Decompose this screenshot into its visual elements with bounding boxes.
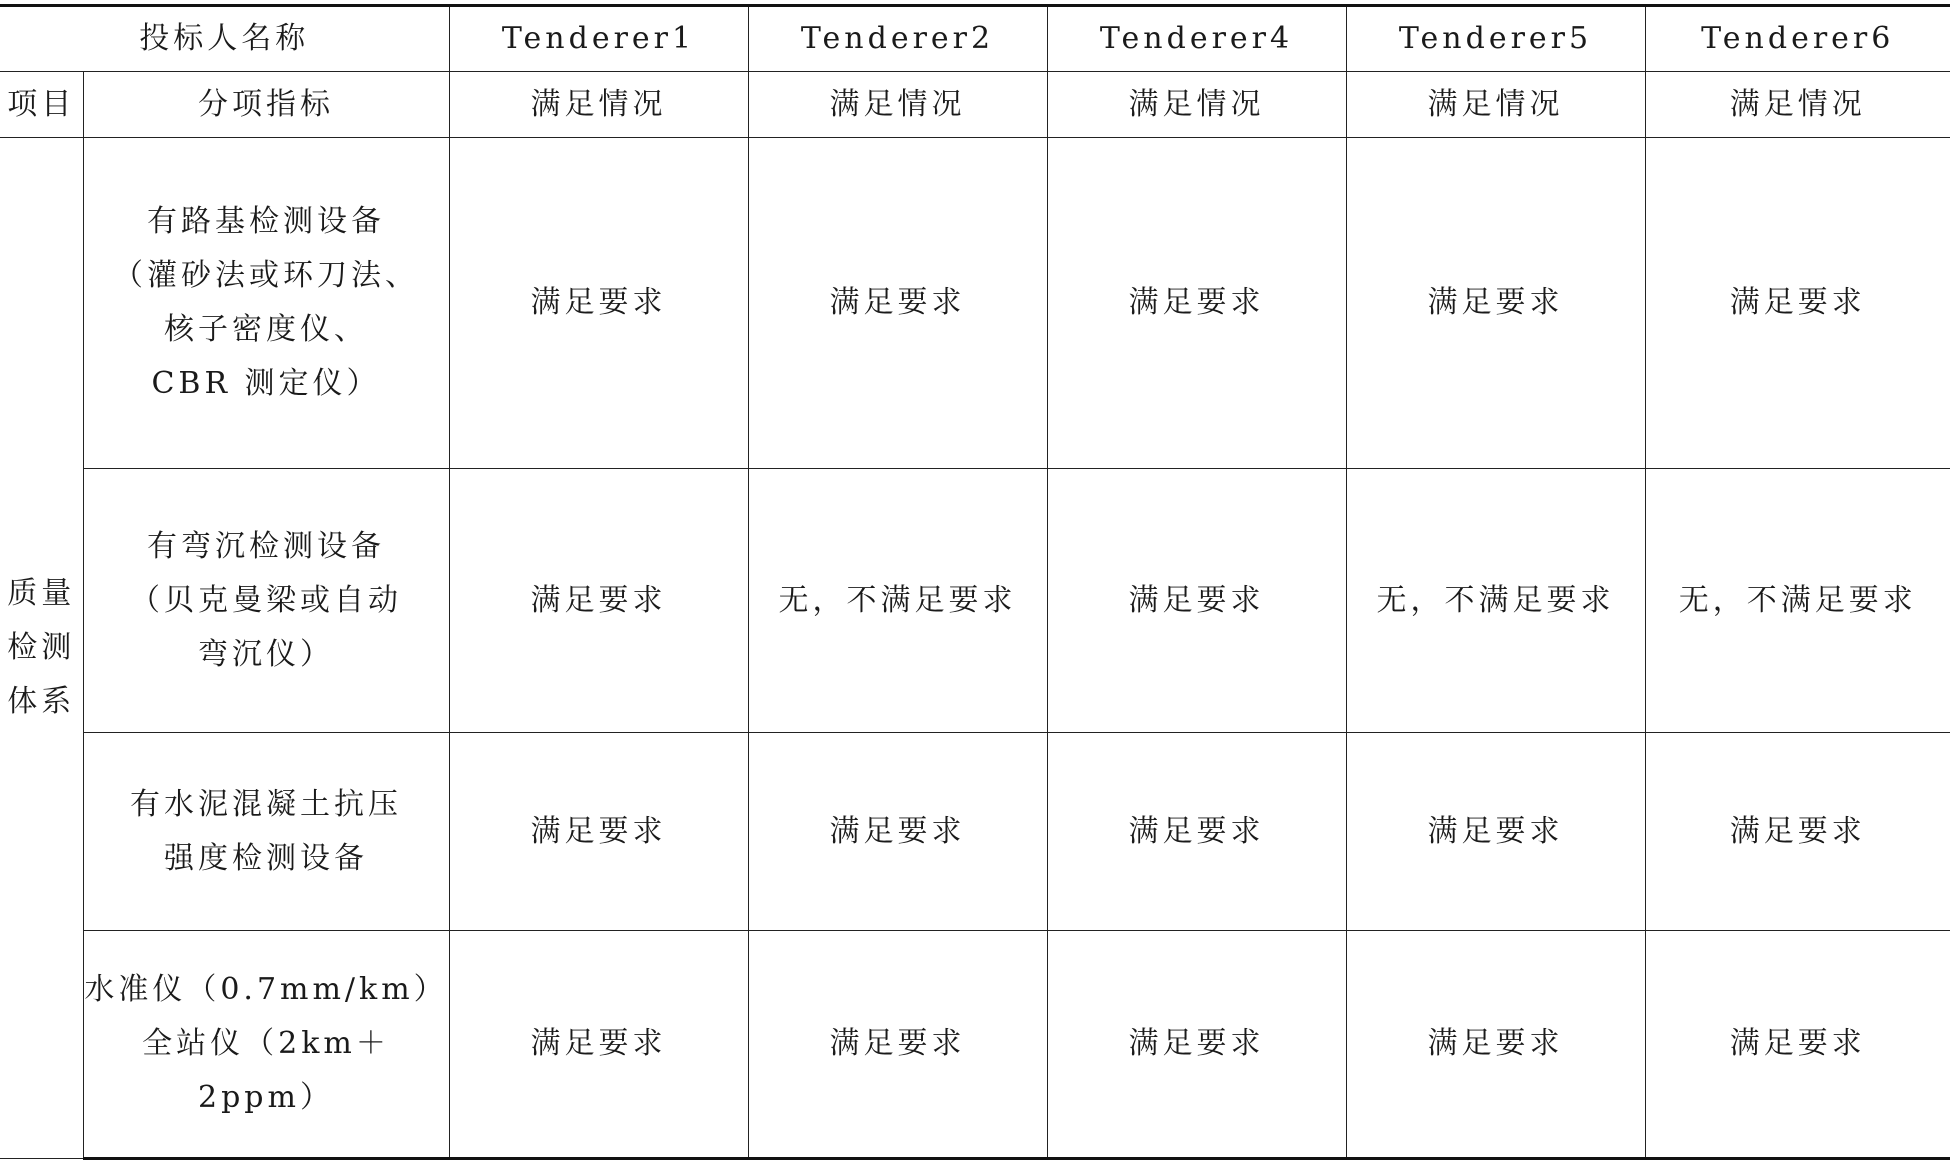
status-header: 满足情况 (449, 72, 748, 138)
status-cell: 满足要求 (1645, 138, 1950, 469)
indicator-line: 有路基检测设备 (147, 204, 385, 239)
tenderer-header: Tenderer2 (748, 6, 1047, 72)
status-cell: 满足要求 (748, 733, 1047, 931)
status-cell: 满足要求 (449, 138, 748, 469)
indicator-line: （灌砂法或环刀法、 (113, 258, 419, 293)
status-cell: 满足要求 (1346, 733, 1645, 931)
status-cell: 满足要求 (1346, 931, 1645, 1159)
table-row (0, 138, 1950, 469)
tenderer-header: Tenderer6 (1645, 6, 1950, 72)
table-row (0, 469, 1950, 733)
category-line: 体系 (7, 684, 76, 719)
indicator-line: 核子密度仪、 (164, 312, 368, 347)
indicator-line: 弯沉仪） (198, 636, 334, 672)
status-cell: 满足要求 (1645, 733, 1950, 931)
table-row (0, 931, 1950, 1159)
indicator-line: 强度检测设备 (164, 840, 368, 876)
category-line: 检测 (7, 630, 76, 665)
status-header: 满足情况 (1645, 72, 1950, 138)
status-header: 满足情况 (1047, 72, 1346, 138)
indicator-cell (83, 138, 449, 469)
category-cell (0, 138, 83, 1159)
status-cell: 满足要求 (1047, 931, 1346, 1159)
project-header: 项目 (0, 72, 83, 138)
status-header: 满足情况 (748, 72, 1047, 138)
subheader-row (0, 72, 1950, 138)
indicator-line: 有水泥混凝土抗压 (130, 786, 402, 822)
tenderer-header: Tenderer4 (1047, 6, 1346, 72)
status-cell: 满足要求 (1047, 733, 1346, 931)
status-cell: 无，不满足要求 (1346, 469, 1645, 733)
status-cell: 满足要求 (449, 469, 748, 733)
tenderer-header: Tenderer5 (1346, 6, 1645, 72)
tenderer-name-header: 投标人名称 (0, 6, 449, 72)
status-cell: 满足要求 (1346, 138, 1645, 469)
status-cell: 满足要求 (748, 931, 1047, 1159)
indicator-line: （贝克曼梁或自动 (130, 582, 402, 618)
indicator-line: CBR 测定仪） (151, 366, 381, 401)
status-cell: 无，不满足要求 (1645, 469, 1950, 733)
indicator-cell (83, 931, 449, 1159)
evaluation-table (0, 4, 1950, 1160)
status-cell: 满足要求 (748, 138, 1047, 469)
table-row (0, 733, 1950, 931)
status-cell: 满足要求 (1645, 931, 1950, 1159)
status-header: 满足情况 (1346, 72, 1645, 138)
indicator-cell (83, 469, 449, 733)
sub-indicator-header: 分项指标 (83, 72, 449, 138)
status-cell: 满足要求 (1047, 138, 1346, 469)
indicator-cell (83, 733, 449, 931)
indicator-line: 有弯沉检测设备 (147, 528, 385, 564)
header-row (0, 6, 1950, 72)
status-cell: 满足要求 (1047, 469, 1346, 733)
category-line: 质量 (7, 576, 76, 611)
status-cell: 无，不满足要求 (748, 469, 1047, 733)
tenderer-header: Tenderer1 (449, 6, 748, 72)
status-cell: 满足要求 (449, 931, 748, 1159)
indicator-line: 水准仪（0.7mm/km） (84, 972, 448, 1007)
indicator-line: 全站仪（2km＋2ppm） (142, 1026, 390, 1115)
status-cell: 满足要求 (449, 733, 748, 931)
